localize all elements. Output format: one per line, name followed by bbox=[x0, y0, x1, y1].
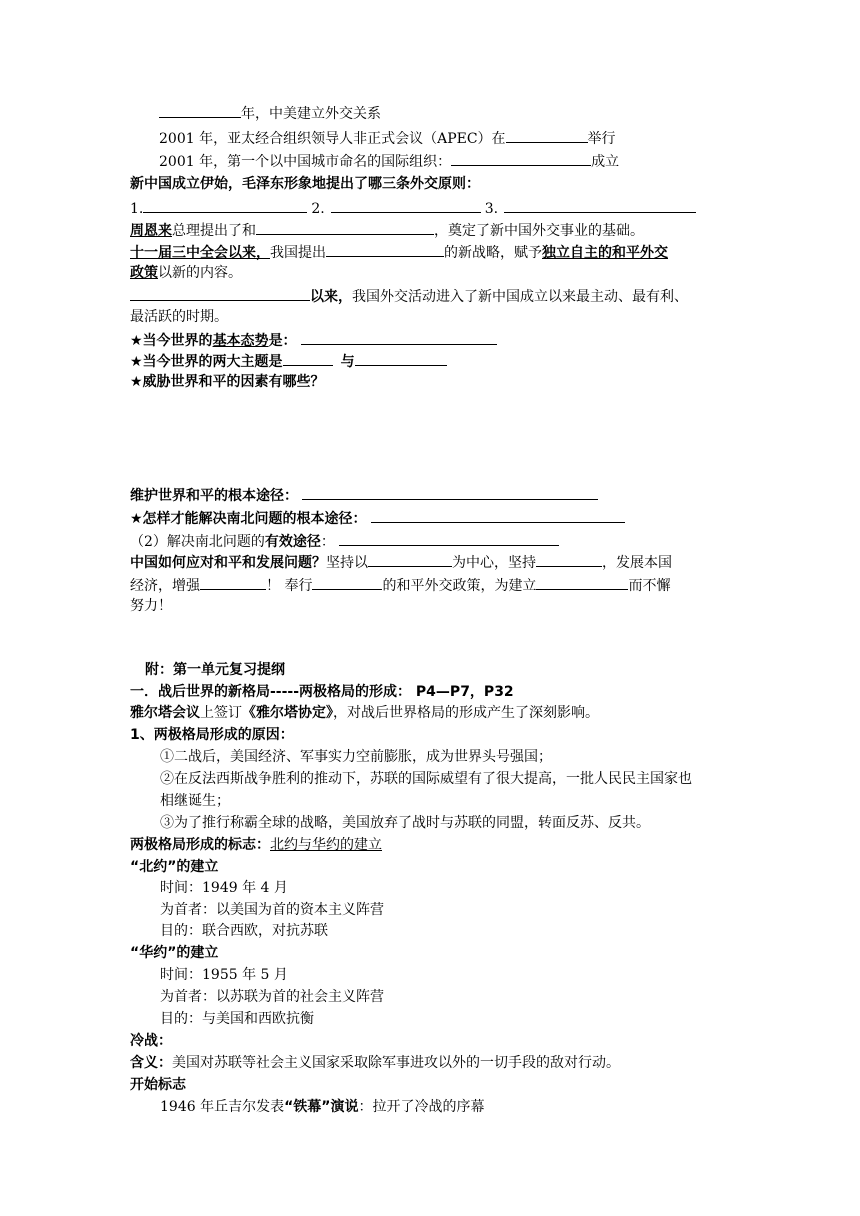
text: 2001 年，第一个以中国城市命名的国际组织： bbox=[159, 154, 452, 170]
text: 两极格局形成的标志： bbox=[130, 837, 270, 853]
fill-blank[interactable] bbox=[506, 127, 588, 143]
text-line bbox=[160, 1097, 764, 1118]
text: 是： bbox=[268, 333, 297, 349]
text-line: ①二战后，美国经济、军事实力空前膨胀，成为世界头号强国； bbox=[160, 749, 552, 765]
text: 2. bbox=[311, 201, 325, 217]
text-line: 目的：与美国和西欧抗衡 bbox=[160, 1011, 314, 1027]
text-line: 相继诞生； bbox=[160, 793, 230, 809]
text-line bbox=[130, 1053, 734, 1074]
text: 《雅尔塔协定》 bbox=[242, 705, 333, 721]
text-line: ③为了推行称霸全球的战略，美国放弃了战时与苏联的同盟，转面反苏、反共。 bbox=[160, 815, 650, 831]
sub-heading: 1、两极格局形成的原因： bbox=[130, 727, 294, 743]
text: 总理提出了和 bbox=[172, 223, 256, 239]
text-line bbox=[130, 263, 734, 284]
text: （2）解决南北问题的 bbox=[130, 534, 265, 550]
text: 以来， bbox=[310, 289, 352, 305]
text: 政策 bbox=[130, 265, 158, 281]
text-line bbox=[130, 551, 734, 574]
text: 基本态势 bbox=[212, 333, 269, 349]
fill-blank[interactable] bbox=[451, 150, 591, 166]
text: 上签订 bbox=[200, 705, 242, 721]
text-line: ②在反法西斯战争胜利的推动下，苏联的国际威望有了很大提高，一批人民民主国家也 bbox=[160, 771, 692, 787]
text: 周恩来 bbox=[130, 223, 172, 239]
text: 成立 bbox=[591, 154, 620, 170]
text-line bbox=[130, 835, 734, 856]
fill-blank[interactable] bbox=[312, 574, 382, 590]
text: 举行 bbox=[587, 131, 616, 147]
sub-heading: 冷战： bbox=[130, 1033, 172, 1049]
text: 以新的内容。 bbox=[158, 265, 242, 281]
text: 1946 年丘吉尔发表 bbox=[160, 1099, 285, 1115]
fill-blank[interactable] bbox=[256, 219, 434, 235]
text: 维护世界和平的根本途径： bbox=[130, 488, 298, 504]
text: ，发展本国 bbox=[602, 555, 672, 571]
text: 1. bbox=[130, 201, 144, 217]
text-line: 目的：联合西欧，对抗苏联 bbox=[160, 923, 328, 939]
text: ，对战后世界格局的形成产生了深刻影响。 bbox=[333, 705, 599, 721]
text-line bbox=[130, 219, 734, 242]
fill-blank[interactable] bbox=[368, 551, 452, 567]
text: 坚持以 bbox=[326, 555, 368, 571]
fill-blank[interactable] bbox=[302, 484, 598, 500]
text-line: 时间：1955 年 5 月 bbox=[160, 967, 288, 983]
text: 3. bbox=[484, 201, 499, 217]
text-line: 努力！ bbox=[130, 598, 172, 614]
text-line bbox=[130, 530, 734, 553]
fill-blank[interactable] bbox=[130, 285, 310, 301]
text-line bbox=[159, 127, 763, 150]
text: 而不懈 bbox=[628, 578, 671, 594]
fill-blank[interactable] bbox=[339, 530, 559, 546]
fill-blank[interactable] bbox=[143, 197, 307, 213]
text: ★当今世界的两大主题是 bbox=[130, 354, 283, 370]
text: 有效途径 bbox=[264, 534, 321, 550]
fill-blank[interactable] bbox=[326, 241, 444, 257]
text: 的新战略，赋予 bbox=[444, 245, 542, 261]
text-line: 为首者：以苏联为首的社会主义阵营 bbox=[160, 989, 384, 1005]
text: 2001 年，亚太经合组织领导人非正式会议（APEC）在 bbox=[159, 131, 506, 147]
text: 含义： bbox=[130, 1055, 172, 1071]
text-line bbox=[130, 574, 734, 597]
sub-heading: 开始标志 bbox=[130, 1077, 186, 1093]
text: ： bbox=[320, 534, 335, 550]
text: “铁幕”演说 bbox=[284, 1099, 359, 1115]
text-line bbox=[130, 703, 734, 724]
fill-blank[interactable] bbox=[159, 102, 241, 118]
text: ！ 奉行 bbox=[266, 578, 313, 594]
text: ★怎样才能解决南北问题的根本途径： bbox=[130, 511, 367, 527]
text: 经济，增强 bbox=[130, 578, 200, 594]
fill-blank[interactable] bbox=[371, 507, 625, 523]
fill-blank[interactable] bbox=[200, 574, 266, 590]
question-heading: ★威胁世界和平的因素有哪些？ bbox=[130, 374, 325, 390]
text: 美国对苏联等社会主义国家采取除军事进攻以外的一切手段的敌对行动。 bbox=[172, 1055, 620, 1071]
fill-blank[interactable] bbox=[536, 574, 628, 590]
text: 中国如何应对和平和发展问题？ bbox=[130, 555, 326, 571]
text-line bbox=[130, 350, 734, 373]
text: 为中心，坚持 bbox=[452, 555, 536, 571]
text-line bbox=[130, 507, 734, 530]
text: 北约与华约的建立 bbox=[270, 837, 382, 853]
text-line bbox=[130, 285, 734, 308]
fill-blank[interactable] bbox=[283, 350, 333, 366]
text: 十一届三中全会以来， bbox=[130, 245, 270, 261]
sub-heading: “华约”的建立 bbox=[130, 945, 219, 961]
sub-heading: “北约”的建立 bbox=[130, 859, 219, 875]
text: 的和平外交政策，为建立 bbox=[382, 578, 537, 594]
question-heading: 新中国成立伊始，毛泽东形象地提出了哪三条外交原则： bbox=[130, 176, 480, 192]
text: 我国提出 bbox=[270, 245, 326, 261]
text-line bbox=[130, 241, 734, 264]
text: ★当今世界的 bbox=[130, 333, 213, 349]
text: 独立自主的和平外交 bbox=[542, 245, 668, 261]
fill-blank[interactable] bbox=[301, 329, 497, 345]
text-line: 最活跃的时期。 bbox=[130, 309, 228, 325]
fill-blank[interactable] bbox=[331, 197, 481, 213]
text-line bbox=[130, 484, 734, 507]
section-heading: 一．战后世界的新格局-----两极格局的形成： P4—P7，P32 bbox=[130, 684, 514, 700]
text-line: 为首者：以美国为首的资本主义阵营 bbox=[160, 902, 384, 918]
fill-blank[interactable] bbox=[355, 350, 447, 366]
text: 雅尔塔会议 bbox=[130, 705, 200, 721]
text-line: 时间：1949 年 4 月 bbox=[160, 880, 288, 896]
text-line bbox=[159, 150, 763, 173]
text: 年，中美建立外交关系 bbox=[241, 106, 381, 122]
text: ，奠定了新中国外交事业的基础。 bbox=[434, 223, 644, 239]
fill-blank[interactable] bbox=[504, 197, 696, 213]
text-line bbox=[130, 197, 734, 220]
text: 我国外交活动进入了新中国成立以来最主动、最有利、 bbox=[352, 289, 688, 305]
fill-blank[interactable] bbox=[536, 551, 602, 567]
text: ：拉开了冷战的序幕 bbox=[358, 1099, 485, 1115]
section-title: 附：第一单元复习提纲 bbox=[145, 662, 285, 678]
text-line bbox=[130, 329, 734, 352]
text-line bbox=[159, 102, 763, 125]
text: 与 bbox=[340, 354, 355, 370]
